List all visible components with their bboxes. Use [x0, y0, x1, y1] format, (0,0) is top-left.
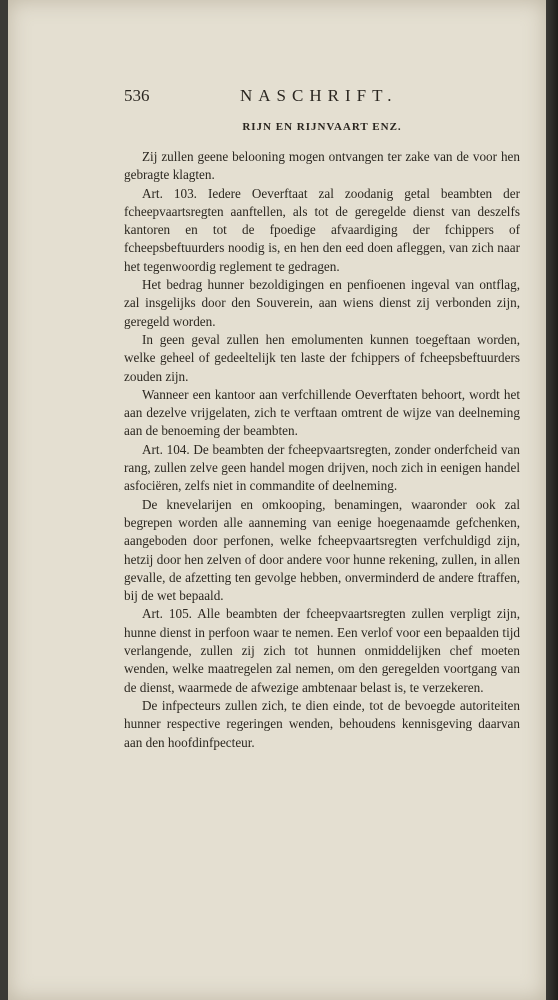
- section-subheading: RIJN EN RIJNVAART ENZ.: [242, 121, 402, 133]
- paragraph: Het bedrag hunner bezoldigingen en penfioenen ingeval van ontflag, zal insgelijks door den Souverein, aan wiens dienst zij verbonden zijn, geregeld worden.: [124, 277, 520, 329]
- paragraph: In geen geval zullen hen emolumenten kunnen toegeftaan worden, welke geheel of gedeeltelijk ten laste der fchippers of fcheepsbeftuurders zouden zijn.: [124, 331, 520, 384]
- paragraph-art-104: Art. 104. De beambten der fcheepvaartsregten, zonder onderfcheid van rang, zullen zelve geen handel mogen drijven, noch zich in eenigen handel asfociëren, zelfs niet in commandite of deelneming.: [124, 441, 520, 494]
- page-number: 536: [124, 86, 150, 105]
- paragraph: De knevelarijen en omkooping, benamingen, waaronder ook zal begrepen worden alle aanneming van eenige hoegenaamde gefchenken, aangeboden door perfonen, welke fcheepvaartsregten verfchuldigd zijn, hetzij door hen zelven of door andere voor hunne rekening, zullen, in allen gevalle, de afzetting ten gevolge hebben, onverminderd de andere ftraffen, bij de wet bepaald.: [124, 496, 520, 604]
- running-title: NASCHRIFT.: [240, 86, 398, 105]
- paragraph-art-105: Art. 105. Alle beambten der fcheepvaartsregten zullen verpligt zijn, hunne dienst in perfoon waar te nemen. Een verlof voor een bepaalden tijd verlangende, zullen zij zich tot hunnen onmiddelijken chef moeten wenden, welke maatregelen zal nemen, om den geregelden voortgang van de dienst, waarmede de afwezige ambtenaar belast is, te verzekeren.: [124, 606, 520, 695]
- paragraph: De infpecteurs zullen zich, te dien einde, tot de bevoegde autoriteiten hunner respective regeringen wenden, behoudens kennisgeving daarvan aan den hoofdinfpecteur.: [124, 697, 520, 750]
- page-edge-shadow: [546, 0, 558, 1000]
- paragraph: Wanneer een kantoor aan verfchillende Oeverftaten behoort, wordt het aan dezelve vrijgelaten, zich te verftaan omtrent de wijze van deelneming aan de benoeming der beambten.: [124, 386, 520, 439]
- paragraph: Zij zullen geene belooning mogen ontvangen ter zake van de voor hen gebragte klagten.: [124, 149, 520, 183]
- paragraph-art-103: Art. 103. Iedere Oeverftaat zal zoodanig getal beambten der fcheepvaartsregten aanftellen, als tot de geregelde dienst van deszelfs kantoren en tot de fpoedige afvaardiging der fchippers of fcheepsbeftuurders noodig is, en hen den eed doen afleggen, van zich naar het tegenwoordig reglement te gedragen.: [124, 185, 520, 274]
- body-text: [124, 148, 520, 752]
- book-page: [8, 0, 546, 1000]
- page-header: [124, 86, 520, 108]
